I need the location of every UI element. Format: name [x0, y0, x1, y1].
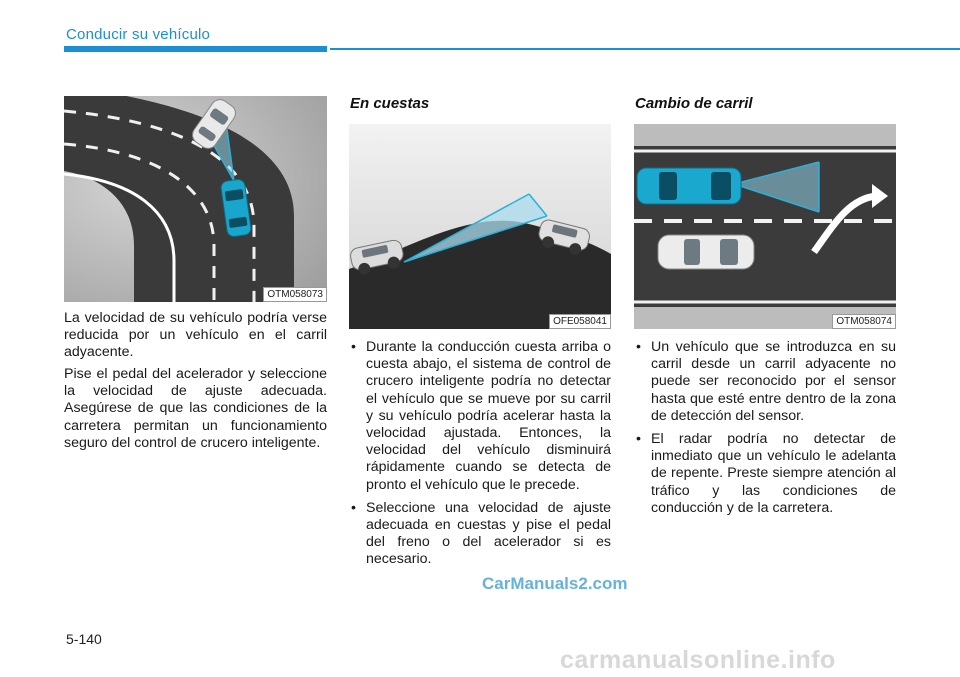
list-item: • Un vehículo que se introduzca en su carril desde un carril adyacente no puede ser reconocido por el sensor hasta que esté entre dentro de la zona de detección del sensor.	[634, 339, 896, 425]
figure-lane-change	[634, 124, 896, 329]
lane-change-illustration	[634, 124, 896, 329]
watermark-link[interactable]: CarManuals2.com	[482, 574, 628, 593]
list-item: • El radar podría no detectar de inmediato que un vehículo le adelanta de repente. Preste siempre atención al tráfico y las condiciones de conducción y de la carretera.	[634, 431, 896, 517]
hills-illustration	[349, 124, 611, 329]
footer-watermark: carmanualsonline.info	[560, 646, 836, 674]
section-header: Conducir su vehículo	[66, 26, 211, 43]
header-rule-thin	[330, 48, 960, 50]
figure-code: OFE058041	[549, 314, 611, 329]
figure-curve-road	[64, 96, 327, 302]
curve-road-illustration	[64, 96, 327, 302]
figure-hills	[349, 124, 611, 329]
figure-code: OTM058073	[263, 287, 327, 302]
page-number: 5-140	[66, 631, 102, 647]
bullet-list	[634, 339, 896, 523]
list-item: • Durante la conducción cuesta arriba o cuesta abajo, el sistema de control de crucero inteligente podría no detectar el vehículo que se mueve por su carril y su vehículo podría acelerar hasta la velocidad ajustada. Entonces, la velocidad del vehículo disminuirá rápidamente cuando se detecta de pronto el vehículo que le precede.	[349, 339, 611, 494]
header-rule-thick	[64, 46, 327, 52]
figure-code: OTM058074	[832, 314, 896, 329]
section-title: Cambio de carril	[635, 95, 753, 112]
list-item: • Seleccione una velocidad de ajuste adecuada en cuestas y pise el pedal del freno o del acelerador si es necesario.	[349, 500, 611, 569]
section-title: En cuestas	[350, 95, 430, 112]
paragraph: La velocidad de su vehículo podría verse reducida por un vehículo en el carril adyacente.	[64, 310, 327, 361]
paragraph: Pise el pedal del acelerador y seleccione la velocidad de ajuste adecuada. Asegúrese de que las condiciones de la carretera permitan un funcionamiento seguro del control de crucero inteligente.	[64, 366, 327, 451]
bullet-list	[349, 339, 611, 575]
